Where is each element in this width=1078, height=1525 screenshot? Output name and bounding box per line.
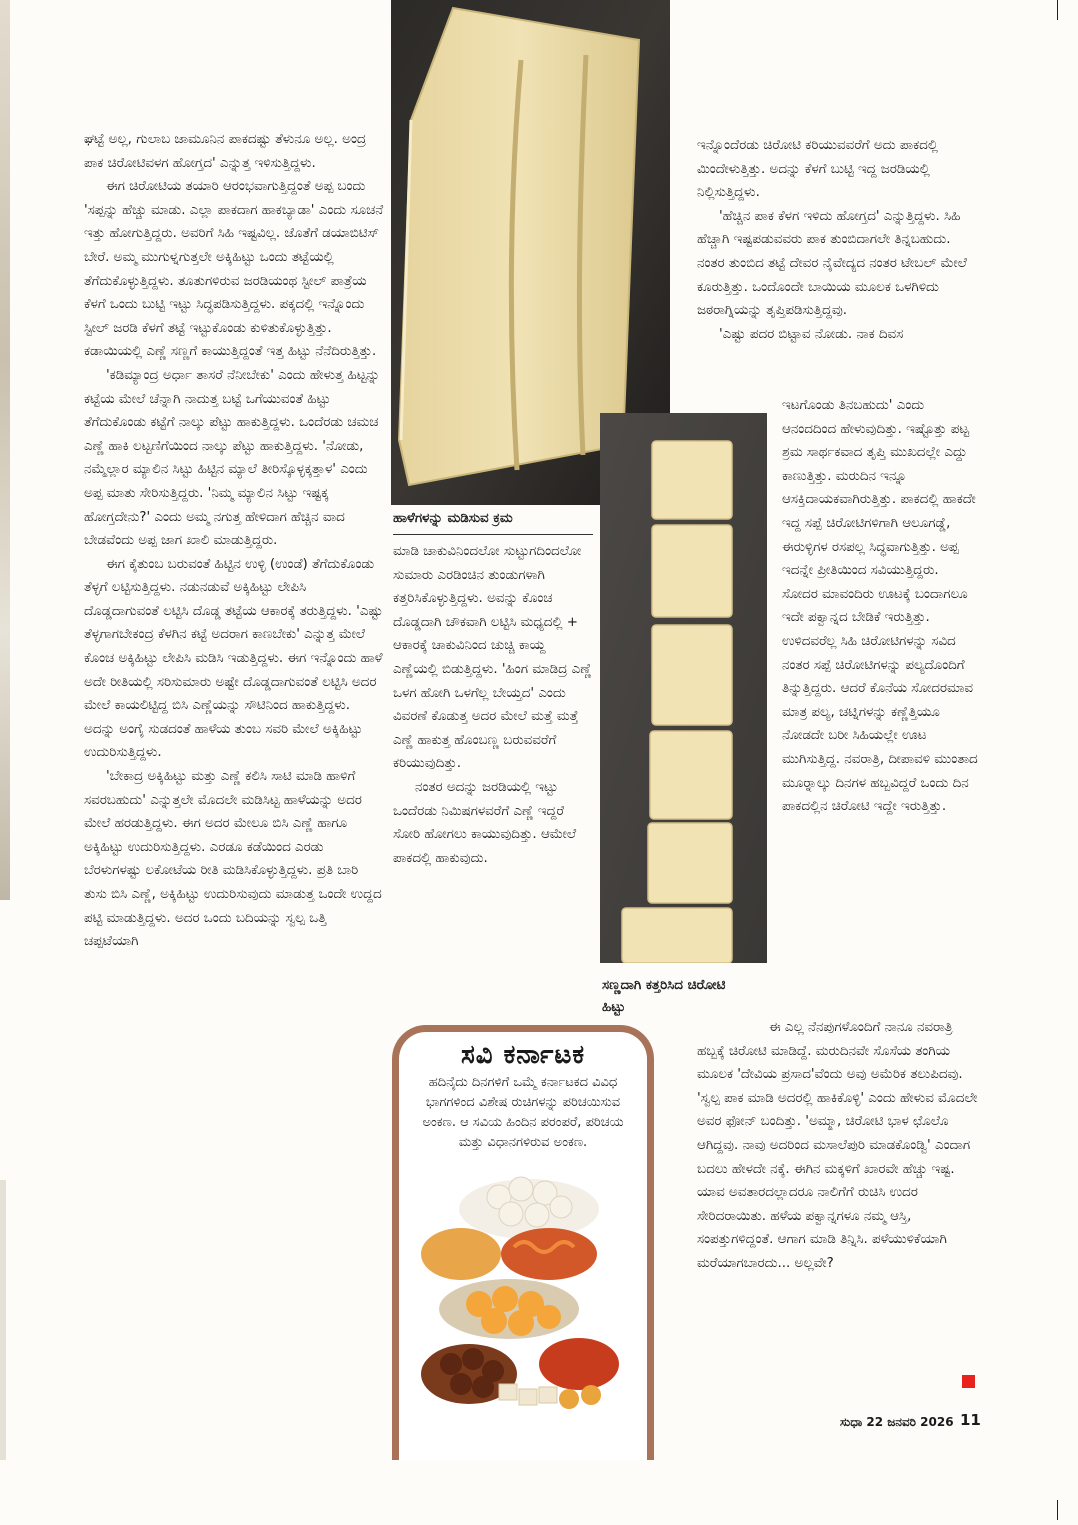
photo-cut-dough [600, 413, 767, 963]
article-column-1 [84, 128, 384, 954]
article-end-mark [962, 1375, 975, 1388]
paragraph: ಈಗ ಕೈತುಂಬ ಬರುವಂತೆ ಹಿಟ್ಟಿನ ಉಳ್ಳಿ (ಉಂಡೆ) ತೆಗೆದುಕೊಂಡು ತೆಳ್ಳಗೆ ಲಟ್ಟಿಸುತ್ತಿದ್ದಳು. ನಡುನಡುವೆ ಅಕ್ಕಿಹಿಟ್ಟು ಲೇಪಿಸಿ ದೊಡ್ಡದಾಗುವಂತೆ ಲಟ್ಟಿಸಿ ದೊಡ್ಡ ತಟ್ಟೆಯ ಆಕಾರಕ್ಕೆ ತರುತ್ತಿದ್ದಳು. 'ಎಷ್ಟು ತೆಳ್ಳಗಾಗಬೇಕಂದ್ರ ಕೆಳಗಿನ ಕಟ್ಟೆ ಅದರಾಗ ಕಾಣಬೇಕು' ಎನ್ನುತ್ತ ಮೇಲೆ ಕೊಂಚ ಅಕ್ಕಿಹಿಟ್ಟು ಲೇಪಿಸಿ ಮಡಿಸಿ ಇಡುತ್ತಿದ್ದಳು. ಈಗ ಇನ್ನೊಂದು ಹಾಳೆ ಅದೇ ರೀತಿಯಲ್ಲಿ ಸರಿಸುಮಾರು ಅಷ್ಟೇ ದೊಡ್ಡದಾಗುವಂತೆ ಲಟ್ಟಿಸಿ ಅದರ ಮೇಲೆ ಕಾಯಲಿಟ್ಟಿದ್ದ ಬಿಸಿ ಎಣ್ಣೆಯನ್ನು ಸೌಟಿನಿಂದ ಹಾಕುತ್ತಿದ್ದಳು. ಅದನ್ನು ಅಂಗೈ ಸುಡದಂತೆ ಹಾಳೆಯ ತುಂಬ ಸವರಿ ಮೇಲೆ ಅಕ್ಕಿಹಿಟ್ಟು ಉದುರಿಸುತ್ತಿದ್ದಳು. [84, 556, 383, 761]
paragraph: ಘಟ್ಟೆ ಅಲ್ಲ, ಗುಲಾಬ ಜಾಮೂನಿನ ಪಾಕದಷ್ಟು ತೆಳುನೂ ಅಲ್ಲ. ಅಂದ್ರ ಪಾಕ ಚಿರೋಟಿವಳಗ ಹೋಗ್ತದ' ಎನ್ನುತ್ತ ಇಳಿಸುತ್ತಿದ್ದಳು. [84, 132, 367, 171]
article-column-3-bottom [697, 1016, 979, 1276]
paragraph: ನಂತರ ಅದನ್ನು ಜರಡಿಯಲ್ಲಿ ಇಟ್ಟು ಒಂದೆರಡು ನಿಮಿಷಗಳವರೆಗೆ ಎಣ್ಣೆ ಇದ್ದರೆ ಸೋರಿ ಹೋಗಲು ಕಾಯುವುದಿತ್ತು. ಆಮೇಲೆ ಪಾಕದಲ್ಲಿ ಹಾಕುವುದು. [393, 779, 577, 866]
crop-mark [1057, 1500, 1058, 1520]
adjacent-page-edge [0, 0, 10, 900]
paragraph: ಇನ್ನೊಂದೆರಡು ಚಿರೋಟಿ ಕರಿಯುವವರೆಗೆ ಅದು ಪಾಕದಲ್ಲಿ ಮಿಂದೇಳುತ್ತಿತ್ತು. ಅದನ್ನು ಕೆಳಗೆ ಬುಟ್ಟಿ ಇದ್ದ ಜರಡಿಯಲ್ಲಿ ನಿಲ್ಲಿಸುತ್ತಿದ್ದಳು. [697, 138, 938, 201]
page-number: 11 [960, 1411, 981, 1429]
article-column-3-top [697, 134, 979, 346]
paragraph: ಇಟಗೊಂಡು ತಿನಬಹುದು' ಎಂದು ಆನಂದದಿಂದ ಹೇಳುವುದಿತ್ತು. ಇಷ್ಟೊತ್ತು ಪಟ್ಟ ಶ್ರಮ ಸಾರ್ಥಕವಾದ ತೃಪ್ತಿ ಮುಖದಲ್ಲೇ ಎದ್ದು ಕಾಣುತ್ತಿತ್ತು. ಮರುದಿನ ಇನ್ನೂ ಆಸಕ್ತಿದಾಯಕವಾಗಿರುತ್ತಿತ್ತು. ಪಾಕದಲ್ಲಿ ಹಾಕದೇ ಇದ್ದ ಸಪ್ಪೆ ಚಿರೋಟಿಗಳಿಗಾಗಿ ಆಲೂಗಡ್ಡೆ, ಈರುಳ್ಳಿಗಳ ರಸಪಲ್ಲ ಸಿದ್ಧವಾಗುತ್ತಿತ್ತು. ಅಪ್ಪ ಇದನ್ನೇ ಪ್ರೀತಿಯಿಂದ ಸವಿಯುತ್ತಿದ್ದರು. ಸೋದರ ಮಾವಂದಿರು ಊಟಕ್ಕೆ ಬಂದಾಗಲೂ ಇದೇ ಪಕ್ವಾನ್ನದ ಬೇಡಿಕೆ ಇರುತ್ತಿತ್ತು. ಉಳಿದವರೆಲ್ಲ ಸಿಹಿ ಚಿರೋಟಿಗಳನ್ನು ಸವಿದ ನಂತರ ಸಪ್ಪೆ ಚಿರೋಟಿಗಳನ್ನು ಪಲ್ಯದೊಂದಿಗೆ ತಿನ್ನುತ್ತಿದ್ದರು. ಆದರೆ ಕೊನೆಯ ಸೋದರಮಾವ ಮಾತ್ರ ಪಲ್ಯ, ಚಟ್ನಿಗಳನ್ನು ಕಣ್ಣೆತ್ತಿಯೂ ನೋಡದೇ ಬರೀ ಸಿಹಿಯಲ್ಲೇ ಊಟ ಮುಗಿಸುತ್ತಿದ್ದ. ನವರಾತ್ರಿ, ದೀಪಾವಳಿ ಮುಂತಾದ ಮೂರ್‍ನಾಲ್ಕು ದಿನಗಳ ಹಬ್ಬವಿದ್ದರೆ ಒಂದು ದಿನ ಪಾಕದಲ್ಲಿನ ಚಿರೋಟಿ ಇದ್ದೇ ಇರುತ್ತಿತ್ತು. [782, 398, 978, 815]
article-column-2 [393, 540, 593, 870]
adjacent-page-edge-lower [0, 1180, 6, 1460]
paragraph: 'ಕಡಿಮ್ಯಾಂದ್ರ ಅರ್ಧಾ ತಾಸರೆ ನೆನೀಬೇಕು' ಎಂದು ಹೇಳುತ್ತ ಹಿಟ್ಟನ್ನು ಕಟ್ಟೆಯ ಮೇಲೆ ಚೆನ್ನಾಗಿ ನಾದುತ್ತ ಬಟ್ಟೆ ಒಗೆಯುವಂತೆ ಹಿಟ್ಟು ತೆಗೆದುಕೊಂಡು ಕಟ್ಟೆಗೆ ನಾಲ್ಕು ಪೆಟ್ಟು ಹಾಕುತ್ತಿದ್ದಳು. ಒಂದೆರಡು ಚಮಚ ಎಣ್ಣೆ ಹಾಕಿ ಲಟ್ಟಣಿಗೆಯಿಂದ ನಾಲ್ಕು ಪೆಟ್ಟು ಹಾಕುತ್ತಿದ್ದಳು. 'ನೋಡು, ನಮ್ಮೆಲ್ಲಾರ ಮ್ಯಾಲಿನ ಸಿಟ್ಟು ಹಿಟ್ಟಿನ ಮ್ಯಾಲೆ ತೀರಿಸ್ಕೊಳ್ಳಕ್ಕತ್ತಾಳ' ಎಂದು ಅಪ್ಪ ಮಾತು ಸೇರಿಸುತ್ತಿದ್ದರು. 'ನಿಮ್ಮ ಮ್ಯಾಲಿನ ಸಿಟ್ಟು ಇಷ್ಟಕ್ಕ ಹೋಗ್ತದೇನು?' ಎಂದು ಅಮ್ಮ ನಗುತ್ತ ಹೇಳಿದಾಗ ಹೆಚ್ಚಿನ ವಾದ ಬೇಡವೆಂದು ಅಪ್ಪ ಜಾಗ ಖಾಲಿ ಮಾಡುತ್ತಿದ್ದರು. [84, 367, 380, 549]
column-info-box [392, 1025, 654, 1460]
photo-caption-cut: ಸಣ್ಣದಾಗಿ ಕತ್ತರಿಸಿದ ಚಿರೋಟಿ ಹಿಟ್ಟು [602, 978, 726, 1015]
article-column-3-middle [782, 394, 978, 819]
paragraph: 'ಎಷ್ಟು ಪದರ ಬಿಟ್ಟಾವ ನೋಡು. ನಾಕ ದಿವಸ [719, 326, 904, 342]
column-title: ಸವಿ ಕರ್ನಾಟಕ [460, 1040, 586, 1070]
paragraph: 'ಹೆಚ್ಚಿನ ಪಾಕ ಕೆಳಗ ಇಳಿದು ಹೋಗ್ತದ' ಎನ್ನುತ್ತಿದ್ದಳು. ಸಿಹಿ ಹೆಚ್ಚಾಗಿ ಇಷ್ಟಪಡುವವರು ಪಾಕ ತುಂಬಿದಾಗಲೇ ತಿನ್ನಬಹುದು. ನಂತರ ತುಂಬಿದ ತಟ್ಟೆ ದೇವರ ನೈವೇದ್ಯದ ನಂತರ ಟೇಬಲ್ ಮೇಲೆ ಕೂರುತ್ತಿತ್ತು. ಒಂದೊಂದೇ ಬಾಯಿಯ ಮೂಲಕ ಒಳಗಿಳಿದು ಜಠರಾಗ್ನಿಯನ್ನು ತೃಪ್ತಿಪಡಿಸುತ್ತಿದ್ದವು. [697, 208, 967, 319]
paragraph: ಈ ಎಲ್ಲ ನೆನಪುಗಳೊಂದಿಗೆ ನಾನೂ ನವರಾತ್ರಿ ಹಬ್ಬಕ್ಕೆ ಚಿರೋಟಿ ಮಾಡಿದ್ದೆ. ಮರುದಿನವೇ ಸೊಸೆಯ ತಂಗಿಯ ಮೂಲಕ 'ದೇವಿಯ ಪ್ರಸಾದ'ವೆಂದು ಅವು ಅಮೆರಿಕ ತಲುಪಿದವು. 'ಸ್ವಲ್ಪ ಪಾಕ ಮಾಡಿ ಅದರಲ್ಲಿ ಹಾಕಿಕೊಳ್ಳಿ' ಎಂದು ಹೇಳುವ ಮೊದಲೇ ಅವರ ಫೋನ್ ಬಂದಿತ್ತು. 'ಅಮ್ಮಾ, ಚಿರೋಟಿ ಭಾಳ ಛೊಲೊ ಆಗಿದ್ದವು. ನಾವು ಅದರಿಂದ ಮಸಾಲೆಪುರಿ ಮಾಡಕೊಂಡ್ವಿ' ಎಂದಾಗ ಬದಲು ಹೇಳದೇ ನಕ್ಕೆ. ಈಗಿನ ಮಕ್ಕಳಿಗೆ ಖಾರವೇ ಹೆಚ್ಚು ಇಷ್ಟ. ಯಾವ ಅವತಾರದಲ್ಲಾದರೂ ನಾಲಿಗೆಗೆ ರುಚಿಸಿ ಉದರ ಸೇರಿದರಾಯಿತು. ಹಳೆಯ ಪಕ್ವಾನ್ನಗಳೂ ನಮ್ಮ ಆಸ್ತಿ, ಸಂಪತ್ತುಗಳಿದ್ದಂತೆ. ಆಗಾಗ ಮಾಡಿ ತಿನ್ನಿಸಿ. ಪಳೆಯುಳಿಕೆಯಾಗಿ ಮರೆಯಾಗಬಾರದು... ಅಲ್ಲವೇ? [697, 1020, 978, 1271]
photo-caption-folded: ಹಾಳೆಗಳನ್ನು ಮಡಿಸುವ ಕ್ರಮ [393, 511, 513, 526]
column-description: ಹದಿನೈದು ದಿನಗಳಿಗೆ ಒಮ್ಮೆ ಕರ್ನಾಟಕದ ವಿವಿಧ ಭಾಗಗಳಿಂದ ವಿಶೇಷ ರುಚಿಗಳನ್ನು ಪರಿಚಯಿಸುವ ಅಂಕಣ. ಆ ಸವಿಯ ಹಿಂದಿನ ಪರಂಪರೆ, ಪರಿಚಯ ಮತ್ತು ವಿಧಾನಗಳಿರುವ ಅಂಕಣ. [422, 1075, 624, 1150]
publication-date: ಸುಧಾ 22 ಜನವರಿ 2026 [840, 1415, 954, 1429]
crop-mark [1057, 0, 1058, 20]
paragraph: ಮಾಡಿ ಚಾಕುವಿನಿಂದಲೋ ಸುಟ್ಟುಗದಿಂದಲೋ ಸುಮಾರು ಎರಡಿಂಚಿನ ತುಂಡುಗಳಾಗಿ ಕತ್ತರಿಸಿಕೊಳ್ಳುತ್ತಿದ್ದಳು. ಅವನ್ನು ಕೊಂಚ ದೊಡ್ಡದಾಗಿ ಚೌಕವಾಗಿ ಲಟ್ಟಿಸಿ ಮಧ್ಯದಲ್ಲಿ + ಆಕಾರಕ್ಕೆ ಚಾಕುವಿನಿಂದ ಚುಚ್ಚಿ ಕಾಯ್ದ ಎಣ್ಣೆಯಲ್ಲಿ ಬಿಡುತ್ತಿದ್ದಳು. 'ಹಿಂಗ ಮಾಡಿದ್ರ ಎಣ್ಣೆ ಒಳಗ ಹೋಗಿ ಒಳಗೆಲ್ಲ ಬೇಯ್ತದ' ಎಂದು ವಿವರಣೆ ಕೊಡುತ್ತ ಅದರ ಮೇಲೆ ಮತ್ತೆ ಮತ್ತೆ ಎಣ್ಣೆ ಹಾಕುತ್ತ ಹೊಂಬಣ್ಣ ಬರುವವರೆಗೆ ಕರಿಯುವುದಿತ್ತು. [393, 544, 592, 772]
caption-divider [393, 534, 593, 535]
sweets-platter-image [399, 1159, 647, 1419]
paragraph: ಈಗ ಚಿರೋಟಿಯ ತಯಾರಿ ಆರಂಭವಾಗುತ್ತಿದ್ದಂತೆ ಅಪ್ಪ ಬಂದು 'ಸಪ್ಪನ್ನು ಹೆಚ್ಚು ಮಾಡು. ಎಲ್ಲಾ ಪಾಕದಾಗ ಹಾಕಬ್ಯಾಡಾ' ಎಂದು ಸೂಚನೆ ಇತ್ತು ಹೋಗುತ್ತಿದ್ದರು. ಅವರಿಗೆ ಸಿಹಿ ಇಷ್ಟವಿಲ್ಲ. ಜೊತೆಗೆ ಡಯಾಬಿಟಿಸ್ ಬೇರೆ. ಅಮ್ಮ ಮುಗುಳ್ನಗುತ್ತಲೇ ಅಕ್ಕಿಹಿಟ್ಟು ಒಂದು ತಟ್ಟೆಯಲ್ಲಿ ತೆಗೆದುಕೊಳ್ಳುತ್ತಿದ್ದಳು. ತೂತುಗಳಿರುವ ಜರಡಿಯಂಥ ಸ್ಟೀಲ್ ಪಾತ್ರೆಯ ಕೆಳಗೆ ಒಂದು ಬುಟ್ಟಿ ಇಟ್ಟು ಸಿದ್ಧಪಡಿಸುತ್ತಿದ್ದಳು. ಪಕ್ಕದಲ್ಲಿ ಇನ್ನೊಂದು ಸ್ಟೀಲ್ ಜರಡಿ ಕೆಳಗೆ ತಟ್ಟೆ ಇಟ್ಟುಕೊಂಡು ಕುಳಿತುಕೊಳ್ಳುತ್ತಿತ್ತು. ಕಡಾಯಿಯಲ್ಲಿ ಎಣ್ಣೆ ಸಣ್ಣಗೆ ಕಾಯುತ್ತಿದ್ದಂತೆ ಇತ್ತ ಹಿಟ್ಟು ನೆನೆದಿರುತ್ತಿತ್ತು. [84, 179, 384, 360]
paragraph: 'ಬೇಕಾದ್ರ ಅಕ್ಕಿಹಿಟ್ಟು ಮತ್ತು ಎಣ್ಣೆ ಕಲಿಸಿ ಸಾಟಿ ಮಾಡಿ ಹಾಳಿಗೆ ಸವರಬಹುದು' ಎನ್ನುತ್ತಲೇ ಮೊದಲೇ ಮಡಿಸಿಟ್ಟ ಹಾಳೆಯನ್ನು ಅದರ ಮೇಲೆ ಹರಡುತ್ತಿದ್ದಳು. ಈಗ ಅದರ ಮೇಲೂ ಬಿಸಿ ಎಣ್ಣೆ ಹಾಗೂ ಅಕ್ಕಿಹಿಟ್ಟು ಉದುರಿಸುತ್ತಿದ್ದಳು. ಎರಡೂ ಕಡೆಯಿಂದ ಎರಡು ಬೆರಳುಗಳಷ್ಟು ಲಕೋಟೆಯ ರೀತಿ ಮಡಿಸಿಕೊಳ್ಳುತ್ತಿದ್ದಳು. ಪ್ರತಿ ಬಾರಿ ತುಸು ಬಿಸಿ ಎಣ್ಣೆ, ಅಕ್ಕಿಹಿಟ್ಟು ಉದುರಿಸುವುದು ಮಾಡುತ್ತ ಒಂದೇ ಉದ್ದದ ಪಟ್ಟಿ ಮಾಡುತ್ತಿದ್ದಳು. ಅದರ ಒಂದು ಬದಿಯನ್ನು ಸ್ವಲ್ಪ ಒತ್ತಿ ಚಪ್ಪಟೆಯಾಗಿ [84, 769, 382, 950]
